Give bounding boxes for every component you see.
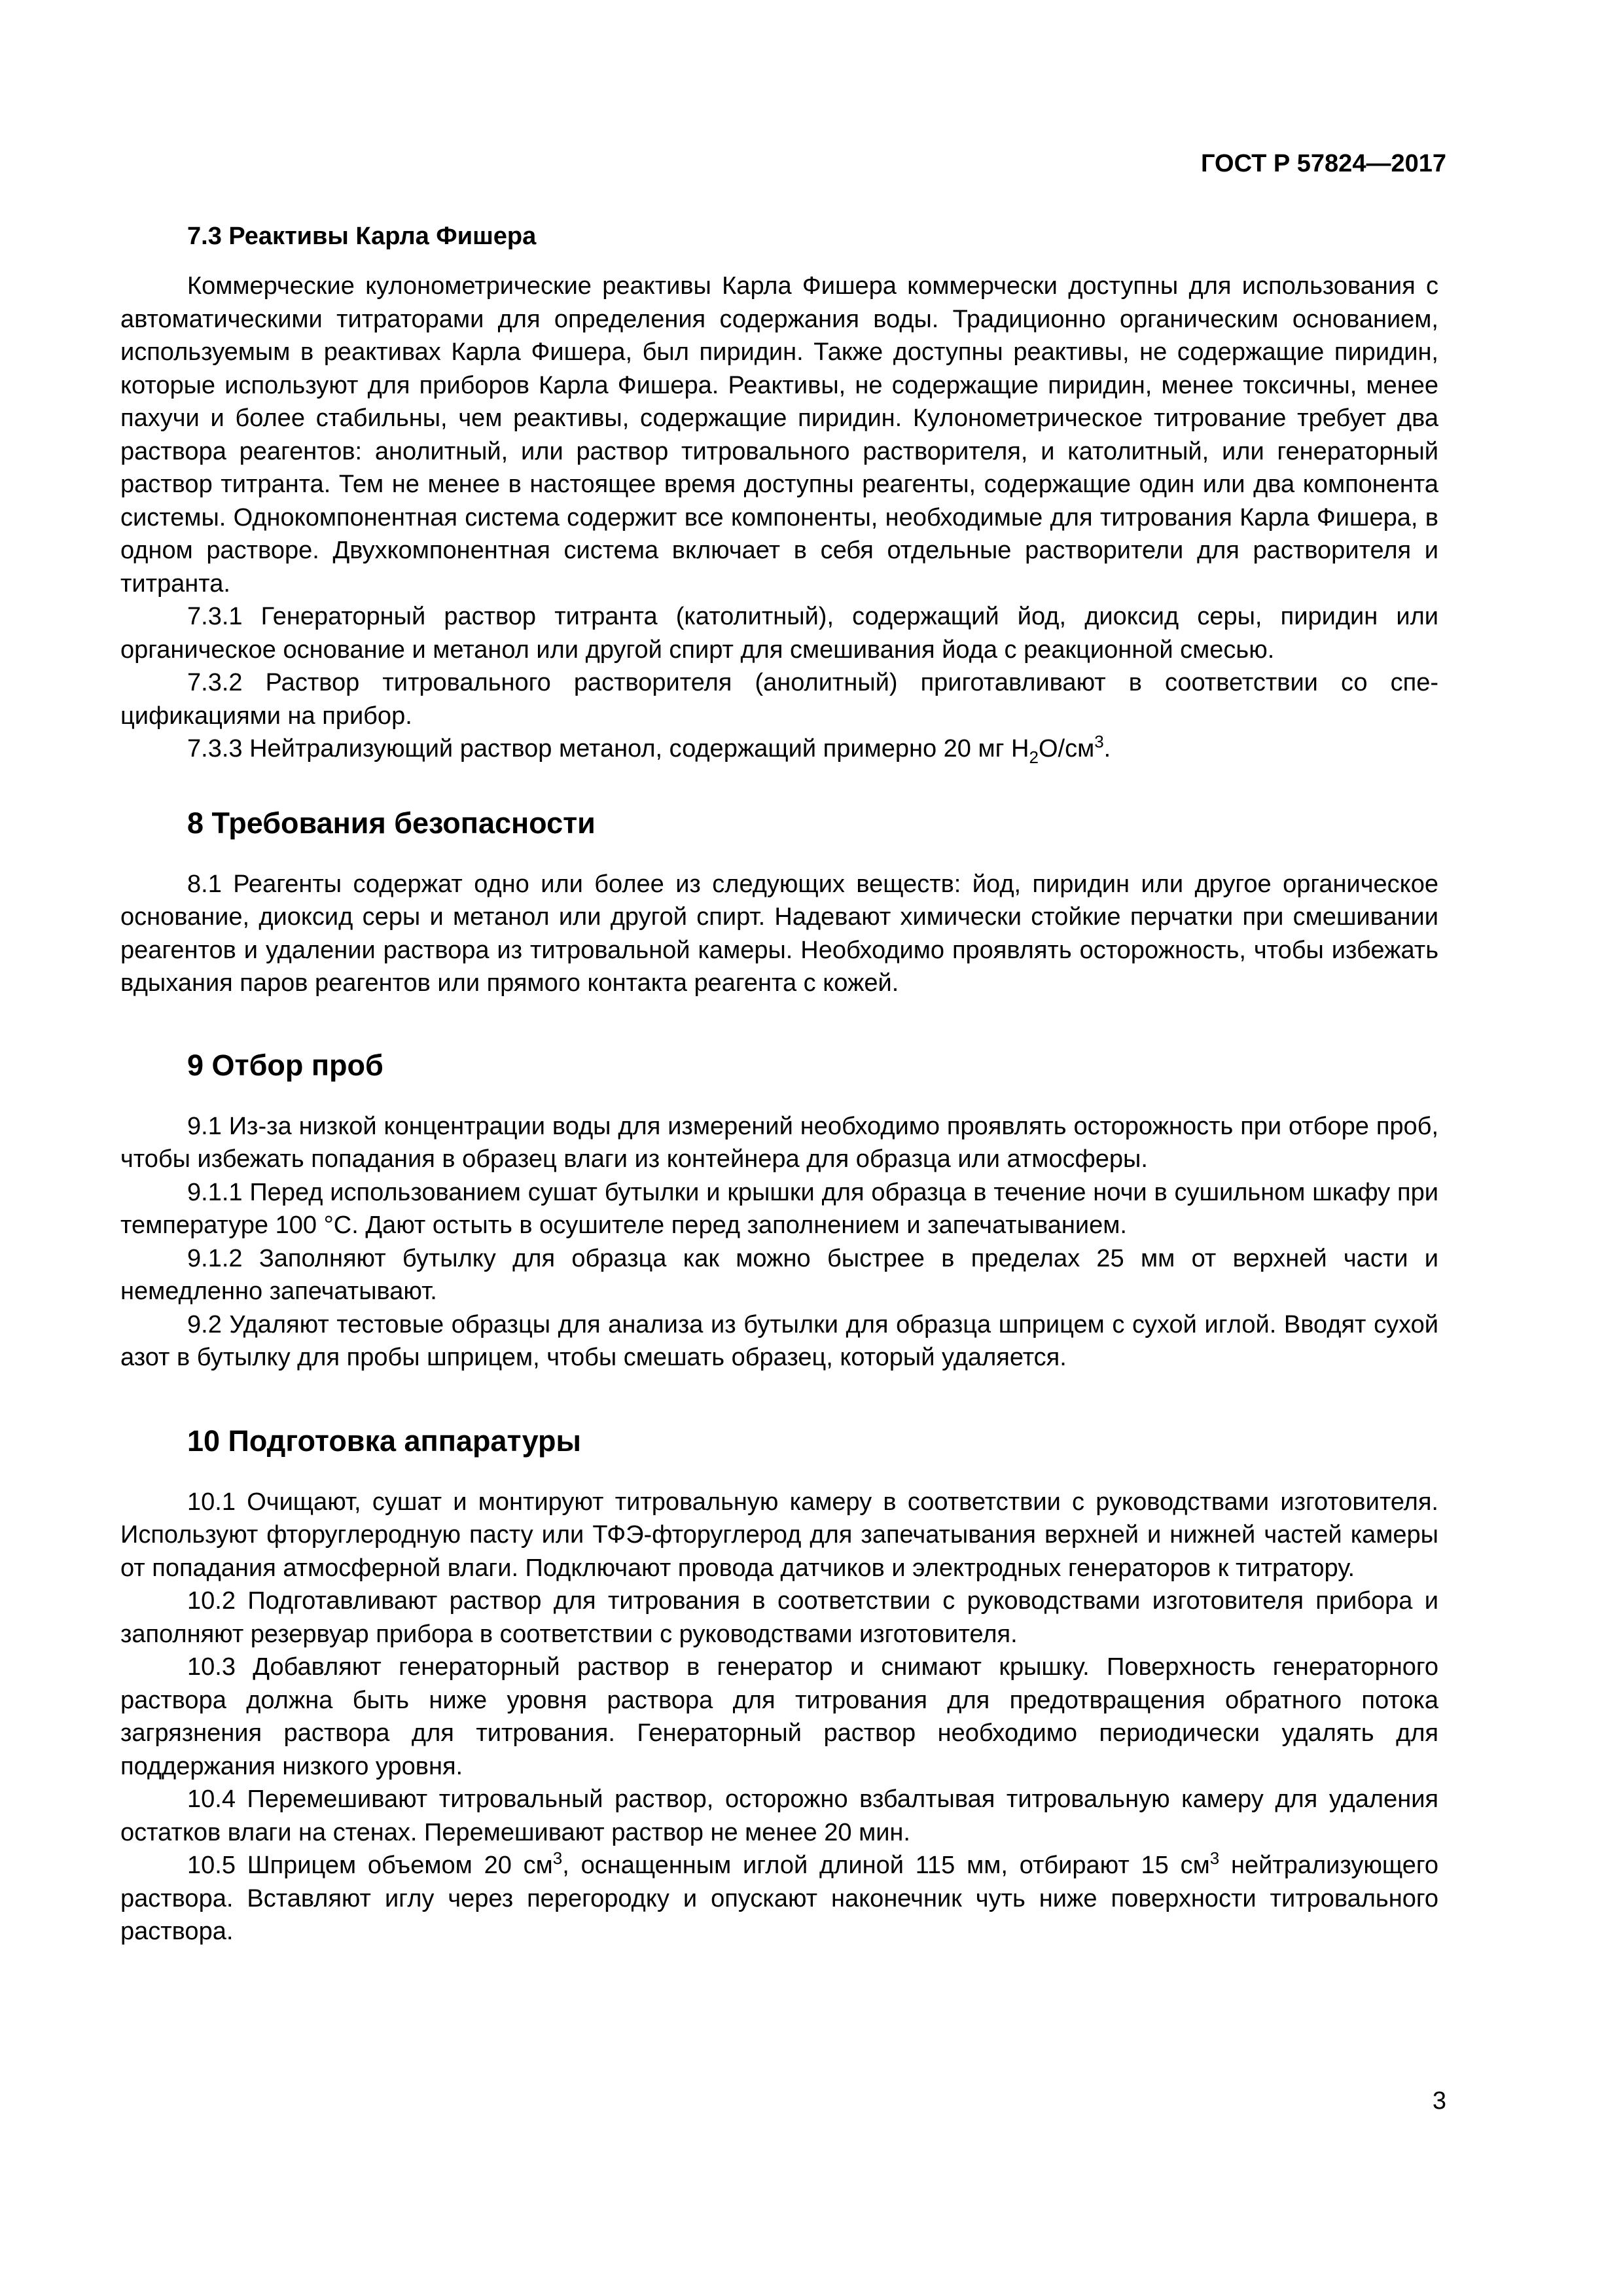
paragraph-7-3-2: 7.3.2 Раствор титровального растворителя (анолитный) приготавливают в соответствии со спецификациями на прибор. [120, 669, 1438, 730]
subsection-heading-7-3: 7.3 Реактивы Карла Фишера [187, 223, 537, 250]
document-code: ГОСТ Р 57824—2017 [1201, 150, 1446, 177]
paragraph-9-1: 9.1 Из-за низкой концентрации воды для измерений необходимо проявлять осторожность при отборе проб, чтобы избежать попадания в образец влаги из контейнера для образца или атмосферы. [120, 1112, 1438, 1173]
subscript: 2 [1029, 747, 1039, 767]
paragraph-7-3-intro: Коммерческие кулонометрические реактивы Карла Фишера коммерчески доступны для использования с автоматическими титраторами для определения содержания воды. Традиционно органическим основанием, используемым в реактивах Карла Фишера, был пиридин. Также доступны реактивы, не содержащие пиридин, которые используют для приборов Карла Фишера. Реактивы, не содержащие пиридин, менее токсичны, менее пахучи и более стабильны, чем реактивы, содержащие пиридин. Кулонометрическое титрование требует два раствора реагентов: анолитный, или раствор титровального растворителя, и католитный, или генераторный раствор титранта. Тем не менее в настоящее время доступны реагенты, содержащие один или два компонента системы. Однокомпонентная система содержит все компоненты, необходимые для титрования Карла Фишера, в одном растворе. Двухкомпонентная система включает в себя отдельные растворители для растворителя и титранта. [120, 272, 1438, 598]
text-segment: . [1103, 735, 1111, 762]
text-segment: O/см [1038, 735, 1095, 762]
section-heading-10: 10 Подготовка аппаратуры [187, 1424, 581, 1458]
superscript: 3 [1094, 732, 1104, 751]
text-segment: нейтрализующего раствора. Вставляют иглу через перегородку и опускают наконечник чуть ниже поверхности титровального раствора. [120, 1852, 1439, 1945]
paragraph-7-3-3 [120, 732, 1438, 766]
paragraph-9-2: 9.2 Удаляют тестовые образцы для анализа из бутылки для образца шприцем с сухой иглой. Вводят сухой азот в бутылку для пробы шприцем, чтобы смешать образец, который удаляется. [120, 1310, 1438, 1371]
text-segment: 7.3.3 Нейтрализующий раствор метанол, содержащий примерно 20 мг H [187, 735, 1029, 762]
text-segment: 10.5 Шприцем объемом 20 см [187, 1852, 553, 1879]
paragraph-10-3: 10.3 Добавляют генераторный раствор в генератор и снимают крышку. Поверхность генераторного раствора должна быть ниже уровня раствора для титрования для предотвращения обратного потока загрязнения раствора для титрования. Генераторный раствор необходимо периодически удалять для поддержания низкого уровня. [120, 1653, 1438, 1780]
paragraph-8-1: 8.1 Реагенты содержат одно или более из следующих веществ: йод, пиридин или другое органическое основание, диоксид серы и метанол или другой спирт. Надевают химически стойкие перчатки при смешивании реагентов и удалении раствора из титровальной камеры. Необходимо проявлять осторожность, чтобы избежать вдыхания паров реагентов или прямого контакта реагента с кожей. [120, 870, 1438, 997]
paragraph-10-1: 10.1 Очищают, сушат и монтируют титровальную камеру в соответствии с руководствами изготовителя. Используют фторуглеродную пасту или ТФЭ-фторуглерод для запечатывания верхней и нижней частей камеры от попадания атмосферной влаги. Подключают провода датчиков и электродных генераторов к титратору. [120, 1488, 1438, 1582]
superscript: 3 [552, 1848, 563, 1868]
paragraph-10-2: 10.2 Подготавливают раствор для титрования в соответствии с руководствами изготовителя прибора и заполняют резервуар прибора в соответствии с руководствами изготовителя. [120, 1587, 1438, 1648]
document-body [120, 220, 1438, 1948]
section-heading-8: 8 Требования безопасности [187, 806, 596, 840]
paragraph-10-4: 10.4 Перемешивают титровальный раствор, осторожно взбалтывая титровальную камеру для удаления остатков влаги на стенах. Перемешивают раствор не менее 20 мин. [120, 1785, 1438, 1846]
section-heading-9: 9 Отбор проб [187, 1048, 383, 1082]
paragraph-10-5 [120, 1849, 1438, 1948]
paragraph-9-1-1: 9.1.1 Перед использованием сушат бутылки и крышки для образца в течение ночи в сушильном шкафу при температуре 100 °С. Дают остыть в осушителе перед заполнением и запечатыванием. [120, 1178, 1438, 1239]
paragraph-7-3-1: 7.3.1 Генераторный раствор титранта (католитный), содержащий йод, диоксид серы, пиридин или органическое основание и метанол или другой спирт для смешивания йода с реакционной смесью. [120, 603, 1438, 664]
text-segment: , оснащенным иглой длиной 115 мм, отбирают 15 см [562, 1852, 1210, 1879]
superscript: 3 [1209, 1848, 1220, 1868]
paragraph-9-1-2: 9.1.2 Заполняют бутылку для образца как можно быстрее в пределах 25 мм от верхней части и немедленно запечатывают. [120, 1244, 1438, 1305]
page-number: 3 [1432, 2087, 1446, 2115]
